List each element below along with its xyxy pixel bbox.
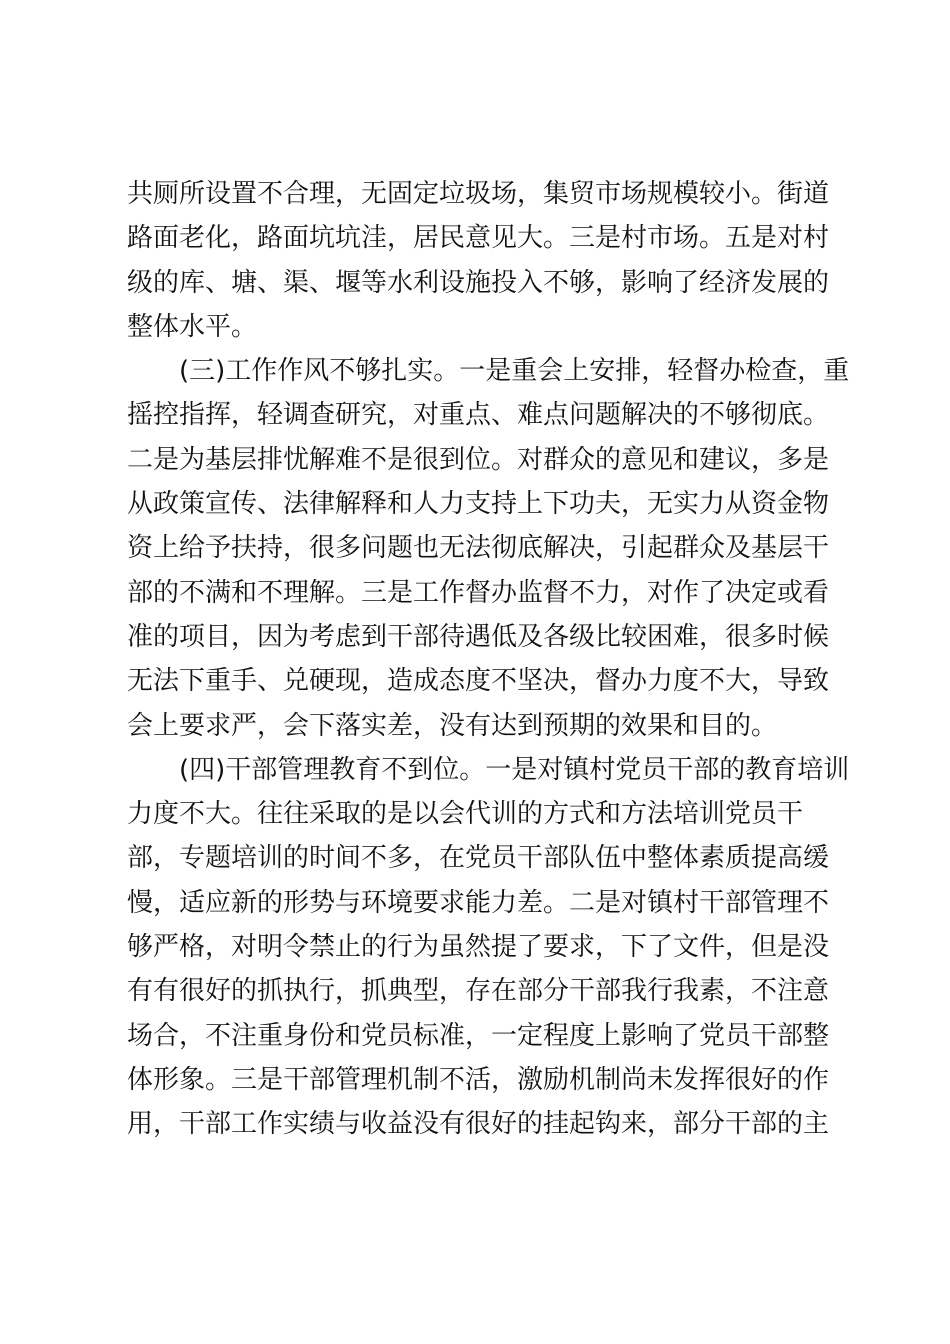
text-line: 准的项目，因为考虑到干部待遇低及各级比较困难，很多时候 — [127, 621, 830, 652]
section-heading-line: (三)工作作风不够扎实。一是重会上安排，轻督办检查，重 — [179, 356, 850, 387]
text-line: 部，专题培训的时间不多，在党员干部队伍中整体素质提高缓 — [127, 843, 830, 874]
text-line: 场合，不注重身份和党员标准，一定程度上影响了党员干部整 — [127, 1020, 830, 1051]
text-line: 慢，适应新的形势与环境要求能力差。二是对镇村干部管理不 — [127, 887, 830, 918]
text-line: 资上给予扶持，很多问题也无法彻底解决，引起群众及基层干 — [127, 533, 830, 564]
text-line: 力度不大。往往采取的是以会代训的方式和方法培训党员干 — [127, 799, 804, 830]
text-line: 二是为基层排忧解难不是很到位。对群众的意见和建议，多是 — [127, 444, 830, 475]
text-line: 体形象。三是干部管理机制不活，激励机制尚未发挥很好的作 — [127, 1064, 830, 1095]
text-line: 整体水平。 — [127, 311, 258, 342]
text-line: 级的库、塘、渠、堰等水利设施投入不够，影响了经济发展的 — [127, 267, 830, 298]
text-line: 共厕所设置不合理，无固定垃圾场，集贸市场规模较小。街道 — [127, 179, 830, 209]
text-line: 有有很好的抓执行，抓典型，存在部分干部我行我素，不注意 — [127, 976, 830, 1007]
body-text — [127, 172, 850, 1147]
text-line: 摇控指挥，轻调查研究，对重点、难点问题解决的不够彻底。 — [127, 400, 830, 431]
text-line: 从政策宣传、法律解释和人力支持上下功夫，无实力从资金物 — [127, 489, 830, 520]
text-line: 会上要求严，会下落实差，没有达到预期的效果和目的。 — [127, 710, 778, 741]
text-line: 部的不满和不理解。三是工作督办监督不力，对作了决定或看 — [127, 577, 830, 608]
text-line: 路面老化，路面坑坑洼，居民意见大。三是村市场。五是对村 — [127, 223, 830, 254]
text-line: 无法下重手、兑硬现，造成态度不坚决，督办力度不大，导致 — [127, 666, 830, 697]
text-line: 够严格，对明令禁止的行为虽然提了要求，下了文件，但是没 — [127, 932, 830, 963]
text-line: 用，干部工作实绩与收益没有很好的挂起钩来，部分干部的主 — [127, 1109, 830, 1140]
section-heading-line: (四)干部管理教育不到位。一是对镇村党员干部的教育培训 — [179, 754, 850, 785]
